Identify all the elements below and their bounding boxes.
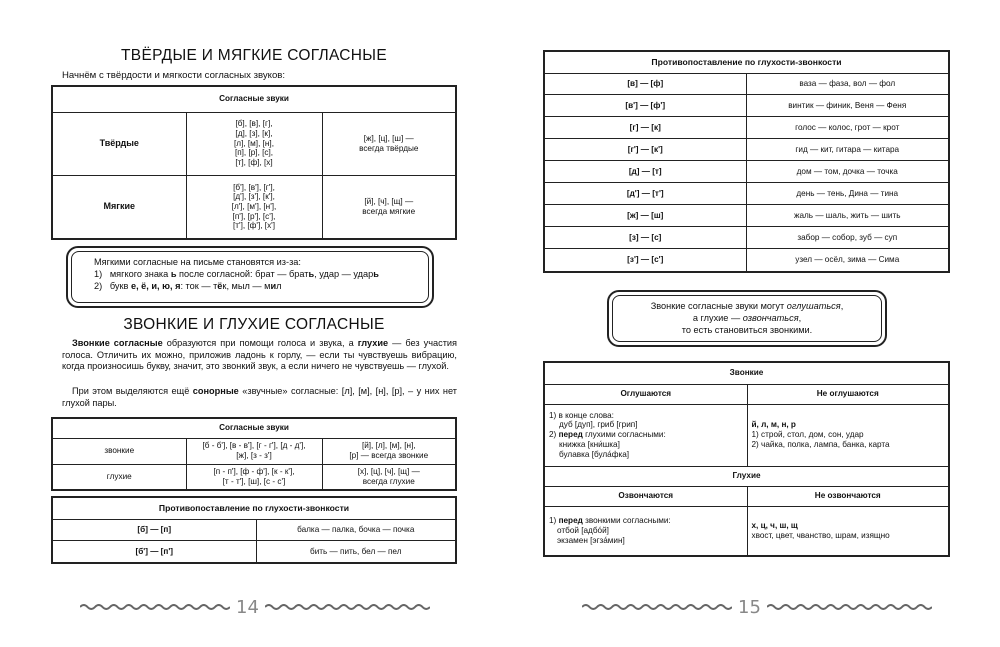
devoicing-rules-cell: 1) в конце слова: дуб [дуп], гриб [грип] 2) перед глухими согласными: книжка [кни́шка] булавка [була́фка]: [544, 404, 747, 466]
table-row: [544, 73, 949, 95]
section-title-voiced-voiceless: ЗВОНКИЕ И ГЛУХИЕ СОГЛАСНЫЕ: [123, 316, 385, 333]
pair-cell: [б] — [п]: [52, 519, 256, 540]
table-row: [544, 205, 949, 227]
opposition-table-left: [51, 496, 457, 564]
examples-cell: забор — собор, зуб — суп: [746, 227, 949, 249]
note-cell: [й], [ч], [щ] — всегда мягкие: [322, 175, 456, 239]
page-right: [500, 0, 1000, 647]
wave-ornament-icon: [767, 602, 932, 612]
no-voicing-cell: х, ц, ч, ш, щ хвост, цвет, чванство, шрам, изящно: [747, 506, 949, 556]
row-label: глухие: [52, 464, 186, 490]
section-title-hard-soft: ТВЁРДЫЕ И МЯГКИЕ СОГЛАСНЫЕ: [121, 47, 387, 64]
table-row: [544, 161, 949, 183]
examples-cell: дом — том, дочка — точка: [746, 161, 949, 183]
column-header: Не оглушаются: [747, 384, 949, 404]
pairs-cell: [б - б'], [в - в'], [г - г'], [д - д'], [ж], [з - з']: [186, 438, 322, 464]
table-row: [52, 519, 456, 540]
opposition-table-right: [543, 50, 950, 273]
pair-cell: [з'] — [с']: [544, 249, 746, 272]
note-cell: [й], [л], [м], [н], [р] — всегда звонкие: [322, 438, 456, 464]
table-row: [544, 183, 949, 205]
pair-cell: [ж] — [ш]: [544, 205, 746, 227]
rule-item: 2) букв е, ё, и, ю, я: ток — тёк, мыл — мил: [94, 280, 282, 291]
table-row: [52, 464, 456, 490]
footer-right: [582, 596, 962, 618]
rule-line: то есть становиться звонкими.: [681, 324, 813, 335]
footer-left: [80, 596, 460, 618]
table-header: Противопоставление по глухости-звонкости: [52, 497, 456, 519]
examples-cell: день — тень, Дина — тина: [746, 183, 949, 205]
examples-cell: узел — осёл, зима — Сима: [746, 249, 949, 272]
table-row: [544, 506, 949, 556]
table-row: [544, 249, 949, 272]
sounds-cell: [б], [в], [г], [д], [з], [к], [л], [м], [н], [п], [р], [с], [т], [ф], [х]: [186, 112, 322, 175]
pair-cell: [в'] — [ф']: [544, 95, 746, 117]
table-row: [544, 117, 949, 139]
voiced-paragraph: Звонкие согласные образуются при помощи голоса и звука, а глухие — без участия голоса. Отличить их можно, приложив ладонь к горлу, — если ты чувствуешь вибрацию, когда произносишь букву, значит, это звонкий звук, а если ничего не чувствуешь — глухой.: [62, 338, 458, 371]
column-header: Оглушаются: [544, 384, 747, 404]
column-header: Озвончаются: [544, 486, 747, 506]
page-number: 15: [738, 596, 761, 618]
pair-cell: [з] — [с]: [544, 227, 746, 249]
table-row: [544, 95, 949, 117]
column-header: Не озвончаются: [747, 486, 949, 506]
table-header: Противопоставление по глухости-звонкости: [544, 51, 949, 73]
intro-text: Начнём с твёрдости и мягкости согласных звуков:: [62, 70, 286, 81]
pair-cell: [д'] — [т']: [544, 183, 746, 205]
devoicing-table: [543, 361, 950, 557]
rule-intro: Мягкими согласные на письме становятся из-за:: [94, 257, 301, 267]
pair-cell: [г] — [к]: [544, 117, 746, 139]
soft-rule-box: [66, 246, 434, 308]
rule-item: 1) мягкого знака ь после согласной: брат — брать, удар — ударь: [94, 268, 379, 279]
table-row: [544, 227, 949, 249]
table-row: [52, 540, 456, 563]
examples-cell: ваза — фаза, вол — фол: [746, 73, 949, 95]
pair-cell: [б'] — [п']: [52, 540, 256, 563]
row-label: Твёрдые: [52, 112, 186, 175]
examples-cell: жаль — шаль, жить — шить: [746, 205, 949, 227]
page-number: 14: [236, 596, 259, 618]
table-header: Глухие: [544, 466, 949, 486]
table-header: Звонкие: [544, 362, 949, 384]
note-cell: [х], [ц], [ч], [щ] — всегда глухие: [322, 464, 456, 490]
table-row: [52, 175, 456, 239]
table-header: Согласные звуки: [52, 86, 456, 112]
examples-cell: гид — кит, гитара — китара: [746, 139, 949, 161]
sonorant-paragraph: При этом выделяются ещё сонорные «звучные» согласные: [л], [м], [н], [р], – у них нет глухой пары.: [62, 386, 457, 408]
row-label: звонкие: [52, 438, 186, 464]
table-row: [52, 438, 456, 464]
table-row: [544, 139, 949, 161]
assimilation-rule-box: [607, 290, 887, 347]
examples-cell: балка — палка, бочка — почка: [256, 519, 456, 540]
hard-soft-table: [51, 85, 457, 240]
wave-ornament-icon: [582, 602, 732, 612]
voiced-voiceless-table: [51, 417, 457, 491]
voicing-rules-cell: 1) перед звонкими согласными: отбой [адбо́й] экзамен [эгза́мин]: [544, 506, 747, 556]
pair-cell: [д] — [т]: [544, 161, 746, 183]
pairs-cell: [п - п'], [ф - ф'], [к - к'], [т - т'], [ш], [с - с']: [186, 464, 322, 490]
wave-ornament-icon: [265, 602, 430, 612]
table-header: Согласные звуки: [52, 418, 456, 438]
rule-line: а глухие — озвончаться,: [692, 312, 802, 323]
pair-cell: [г'] — [к']: [544, 139, 746, 161]
table-row: [544, 404, 949, 466]
rule-line: Звонкие согласные звуки могут оглушаться,: [650, 301, 844, 311]
note-cell: [ж], [ц], [ш] — всегда твёрдые: [322, 112, 456, 175]
wave-ornament-icon: [80, 602, 230, 612]
table-row: [52, 112, 456, 175]
examples-cell: винтик — финик, Веня — Феня: [746, 95, 949, 117]
sounds-cell: [б'], [в'], [г'], [д'], [з'], [к'], [л'], [м'], [н'], [п'], [р'], [с'], [т'], [ф'], [х']: [186, 175, 322, 239]
no-devoicing-cell: й, л, м, н, р 1) строй, стол, дом, сон, удар 2) чайка, полка, лампа, банка, карта: [747, 404, 949, 466]
examples-cell: голос — колос, грот — крот: [746, 117, 949, 139]
examples-cell: бить — пить, бел — пел: [256, 540, 456, 563]
pair-cell: [в] — [ф]: [544, 73, 746, 95]
row-label: Мягкие: [52, 175, 186, 239]
